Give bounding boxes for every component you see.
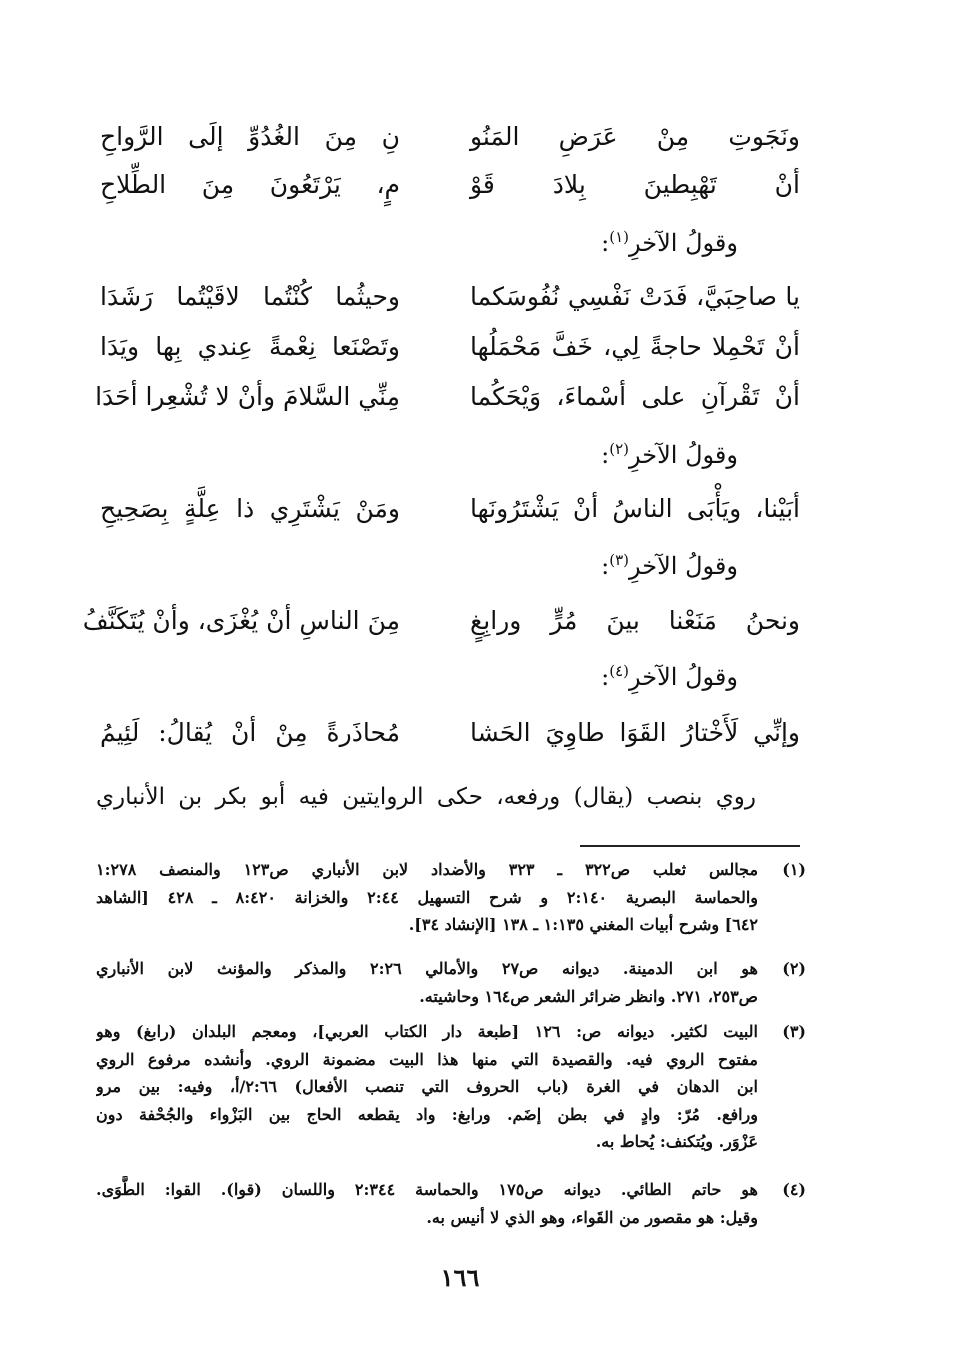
second-hemistich: وحيثُما كُنْتُما لاقَيْتُما رَشَدَا: [100, 282, 400, 311]
footnote-line: ص٢٥٣، ٢٧١. وانظر ضرائر الشعر ص١٦٤ وحاشيته.: [419, 986, 758, 1006]
second-hemistich: مِنِّي السَّلامَ وأنْ لا تُشْعِرا أحَدَا: [95, 382, 400, 411]
footnote-line: هو ابن الدمينة. ديوانه ص٢٧ والأمالي ٢:٢٦ والمذكر والمؤنث لابن الأنباري: [96, 959, 758, 978]
footnote-ref[interactable]: (٤): [609, 662, 630, 680]
quote-intro: [601, 652, 738, 702]
intro-text: وقولُ الآخرِ: [629, 552, 738, 580]
verse-line: [100, 322, 800, 372]
verse-line: [95, 372, 800, 422]
intro-colon: :: [601, 663, 610, 691]
footnote-line: مفتوح الروي فيه. والقصيدة التي منها هذا البيت مضمونة الروي. وأنشده مرفوع الروي: [96, 1049, 758, 1069]
first-hemistich: أنْ تَهْبِطينَ بِلادَ قَوْ: [470, 170, 800, 199]
intro-colon: :: [601, 441, 610, 469]
footnote-body: [96, 856, 758, 939]
footnote-line: ٦٤٢] وشرح أبيات المغني ١:١٣٥ ـ ١٣٨ [الإنشاد ٣٤].: [408, 915, 758, 934]
first-hemistich: وإنِّي لَأَخْتارُ القَوَا طاوِيَ الحَشا: [470, 718, 800, 747]
footnote-line: ورافع. مُرّ: وادٍ في بطن إضَم. ورابغ: واد يقطعه الحاج بين البَزْواء والجُحْفة دون: [96, 1104, 758, 1124]
second-hemistich: ومَنْ يَشْتَرِي ذا عِلَّةٍ بِصَحِيحِ: [100, 494, 400, 523]
footnote-ref[interactable]: (٣): [609, 551, 630, 569]
page-number: ١٦٦: [440, 1263, 480, 1292]
intro-colon: :: [601, 229, 610, 257]
second-hemistich: نِ مِنَ الغُدُوِّ إلَى الرَّواحِ: [100, 122, 400, 151]
first-hemistich: ونحنُ مَنَعْنا بينَ مُرٍّ ورابِغٍ: [470, 606, 800, 635]
footnote-separator: [580, 845, 800, 847]
footnote-line: هو حاتم الطائي. ديوانه ص١٧٥ والحماسة ٢:٣٤٤ واللسان (قوا). القوا: الطَّوَى.: [96, 1180, 758, 1199]
second-hemistich: وتَصْنَعا نِعْمةً عِندي بِها ويَدَا: [100, 332, 400, 361]
first-hemistich: ونَجَوتِ مِنْ عَرَضِ المَنُو: [470, 122, 800, 151]
footnote-line: مجالس ثعلب ص٣٢٢ ـ ٣٢٣ والأضداد لابن الأنباري ص١٢٣ والمنصف ١:٢٧٨: [96, 860, 758, 879]
footnote-line: وقيل: هو مقصور من القَواء، وهو الذي لا أنيس به.: [426, 1207, 758, 1227]
footnote-body: [96, 1176, 758, 1231]
verse-line: [100, 272, 800, 322]
footnote-number: (٢): [782, 959, 806, 978]
quote-intro: [601, 541, 738, 591]
second-hemistich: مٍ، يَرْتَعُونَ مِنَ الطِّلاحِ: [100, 170, 400, 199]
verse-line: [100, 708, 800, 758]
footnote-ref[interactable]: (٢): [609, 440, 630, 458]
footnote-ref[interactable]: (١): [609, 228, 630, 246]
footnote-number: (٣): [782, 1022, 806, 1041]
footnote-line: ابن الدهان في الغرة (باب الحروف التي تنصب الأفعال) ٢:٦٦/أ، وفيه: بين مرو: [96, 1077, 758, 1096]
verse-line: [100, 484, 800, 534]
commentary-text: روي بنصب (يقال) ورفعه، حكى الروايتين فيه أبو بكر بن الأنباري: [96, 784, 756, 810]
verse-line: [82, 596, 800, 646]
footnote-line: البيت لكثير. ديوانه ص: ١٢٦ [طبعة دار الكتاب العربي]، ومعجم البلدان (رابغ) وهو: [96, 1022, 758, 1041]
first-hemistich: أنْ تَحْمِلا حاجةً لِي، خَفَّ مَحْمَلُها: [470, 332, 800, 361]
verse-line: [100, 160, 800, 210]
second-hemistich: مُحاذَرةً مِنْ أنْ يُقالُ: لَئِيمُ: [100, 718, 400, 747]
intro-text: وقولُ الآخرِ: [629, 441, 738, 469]
second-hemistich: مِنَ الناسِ أنْ يُغْزَى، وأنْ يُتَكَنَّفُ: [82, 606, 400, 635]
quote-intro: [601, 218, 738, 268]
quote-intro: [601, 430, 738, 480]
first-hemistich: أبَيْنا، ويَأْبَى الناسُ أنْ يَشْتَرُونَها: [470, 494, 800, 523]
footnote-number: (١): [782, 860, 806, 879]
footnote-body: [96, 955, 758, 1010]
footnote-number: (٤): [782, 1180, 806, 1199]
footnote-line: والحماسة البصرية ٢:١٤٠ و شرح التسهيل ٢:٤٤ والخزانة ٨:٤٢٠ ـ ٤٢٨ [الشاهد: [96, 887, 758, 907]
first-hemistich: يا صاحِبَيَّ، فَدَتْ نَفْسِي نُفُوسَكما: [470, 282, 800, 311]
footnote-line: عَزْوَر. ويُتكنف: يُحاط به.: [595, 1132, 758, 1151]
intro-text: وقولُ الآخرِ: [629, 663, 738, 691]
verse-line: [100, 112, 800, 162]
intro-colon: :: [601, 552, 610, 580]
intro-text: وقولُ الآخرِ: [629, 229, 738, 257]
first-hemistich: أنْ تَقْرآنِ على أسْماءَ، وَيْحَكُما: [470, 382, 800, 411]
footnote-body: [96, 1018, 758, 1156]
